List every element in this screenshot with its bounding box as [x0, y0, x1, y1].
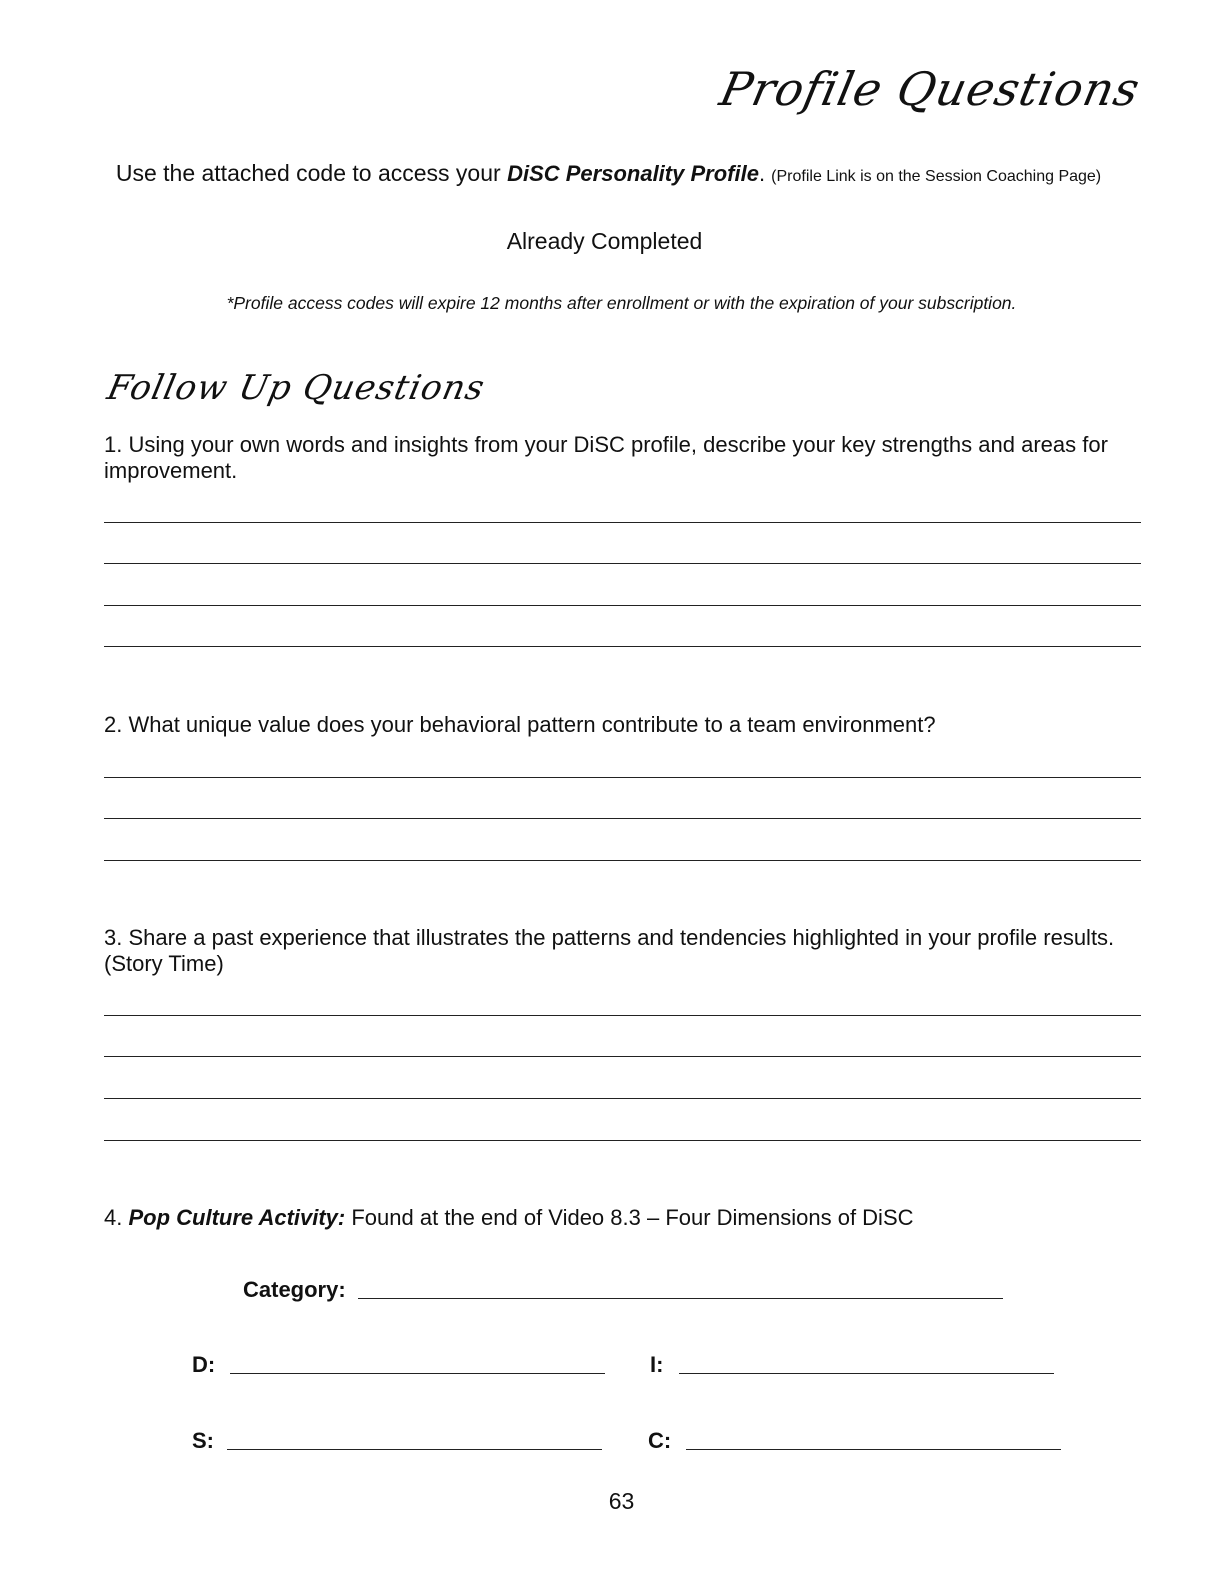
follow-up-heading-script: Follow Up Questions [103, 368, 489, 408]
answer-line[interactable] [104, 522, 1141, 523]
c-input-line[interactable] [686, 1449, 1061, 1450]
i-input-line[interactable] [679, 1373, 1054, 1374]
i-label: I: [650, 1352, 664, 1377]
s-input-line[interactable] [227, 1449, 602, 1450]
profile-name: DiSC Personality Profile [507, 161, 759, 186]
s-label: S: [192, 1428, 214, 1453]
page-number: 63 [608, 1488, 635, 1514]
page-title-script: Profile Questions [715, 62, 1145, 116]
answer-line[interactable] [104, 860, 1141, 861]
activity-title: Pop Culture Activity: [128, 1205, 346, 1230]
answer-line[interactable] [104, 1098, 1141, 1099]
intro-line [0, 160, 1217, 187]
question-1: 1. Using your own words and insights from your DiSC profile, describe your key strengths and areas for improvement. [104, 432, 1108, 483]
completion-status: Already Completed [506, 228, 703, 254]
category-label: Category: [243, 1277, 346, 1302]
d-input-line[interactable] [230, 1373, 605, 1374]
answer-line[interactable] [104, 605, 1141, 606]
category-input-line[interactable] [358, 1298, 1003, 1299]
activity-number: 4. [104, 1205, 123, 1230]
answer-line[interactable] [104, 646, 1141, 647]
answer-line[interactable] [104, 818, 1141, 819]
answer-line[interactable] [104, 777, 1141, 778]
expiry-note: *Profile access codes will expire 12 months after enrollment or with the expiration of your subscription. [226, 293, 1017, 313]
question-3: 3. Share a past experience that illustrates the patterns and tendencies highlighted in your profile results. (Story Time) [104, 925, 1115, 976]
answer-line[interactable] [104, 563, 1141, 564]
answer-line[interactable] [104, 1056, 1141, 1057]
profile-link-note: (Profile Link is on the Session Coaching Page) [771, 168, 1102, 185]
c-label: C: [648, 1428, 672, 1453]
d-label: D: [192, 1352, 216, 1377]
question-2: 2. What unique value does your behavioral pattern contribute to a team environment? [104, 712, 936, 737]
activity-heading [104, 1205, 914, 1231]
intro-period: . [758, 161, 772, 186]
activity-description: Found at the end of Video 8.3 – Four Dimensions of DiSC [345, 1205, 914, 1230]
answer-line[interactable] [104, 1015, 1141, 1016]
intro-lead: Use the attached code to access your [115, 160, 508, 186]
answer-line[interactable] [104, 1140, 1141, 1141]
